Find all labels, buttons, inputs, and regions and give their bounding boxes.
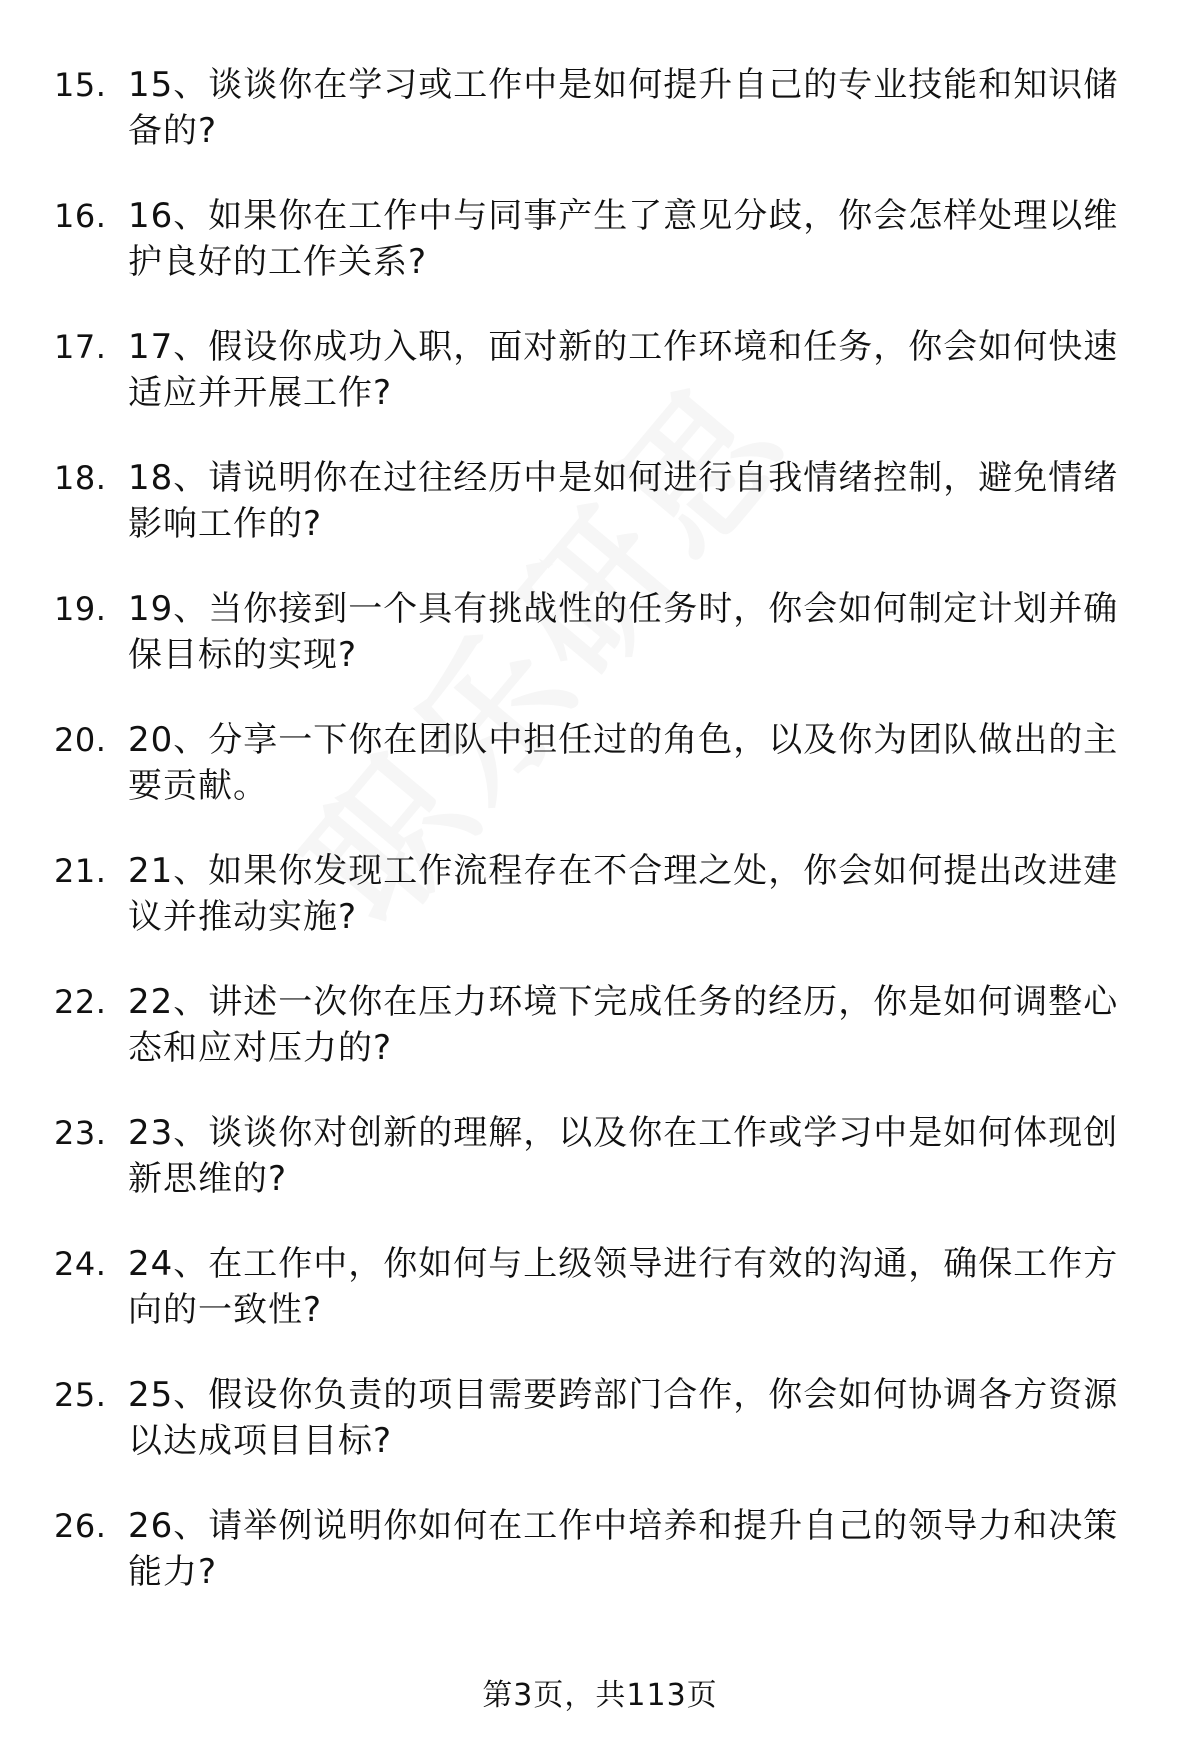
question-text: 24、在工作中，你如何与上级领导进行有效的沟通，确保工作方向的一致性? bbox=[128, 1244, 1119, 1330]
list-item bbox=[0, 324, 1200, 455]
question-number: 18. bbox=[54, 459, 107, 497]
question-number: 21. bbox=[54, 852, 107, 890]
list-item bbox=[0, 586, 1200, 717]
question-text: 15、谈谈你在学习或工作中是如何提升自己的专业技能和知识储备的? bbox=[128, 65, 1119, 151]
question-text: 25、假设你负责的项目需要跨部门合作，你会如何协调各方资源以达成项目目标? bbox=[128, 1375, 1119, 1461]
question-number: 20. bbox=[54, 721, 107, 759]
page-footer: 第3页，共113页 bbox=[482, 1678, 718, 1713]
question-number: 26. bbox=[54, 1507, 107, 1545]
list-item bbox=[0, 1372, 1200, 1503]
question-list bbox=[0, 62, 1200, 1634]
list-item bbox=[0, 848, 1200, 979]
question-text: 19、当你接到一个具有挑战性的任务时，你会如何制定计划并确保目标的实现? bbox=[128, 589, 1119, 675]
question-text: 21、如果你发现工作流程存在不合理之处，你会如何提出改进建议并推动实施? bbox=[128, 851, 1119, 937]
list-item bbox=[0, 455, 1200, 586]
question-number: 23. bbox=[54, 1114, 107, 1152]
question-text: 17、假设你成功入职，面对新的工作环境和任务，你会如何快速适应并开展工作? bbox=[128, 327, 1119, 413]
question-text: 26、请举例说明你如何在工作中培养和提升自己的领导力和决策能力? bbox=[128, 1506, 1119, 1592]
question-text: 16、如果你在工作中与同事产生了意见分歧，你会怎样处理以维护良好的工作关系? bbox=[128, 196, 1119, 282]
question-text: 20、分享一下你在团队中担任过的角色，以及你为团队做出的主要贡献。 bbox=[128, 720, 1119, 806]
question-text: 18、请说明你在过往经历中是如何进行自我情绪控制，避免情绪影响工作的? bbox=[128, 458, 1119, 544]
list-item bbox=[0, 1110, 1200, 1241]
list-item bbox=[0, 193, 1200, 324]
question-number: 17. bbox=[54, 328, 107, 366]
list-item bbox=[0, 1503, 1200, 1634]
question-text: 23、谈谈你对创新的理解，以及你在工作或学习中是如何体现创新思维的? bbox=[128, 1113, 1119, 1199]
question-number: 16. bbox=[54, 197, 107, 235]
question-number: 19. bbox=[54, 590, 107, 628]
question-text: 22、讲述一次你在压力环境下完成任务的经历，你是如何调整心态和应对压力的? bbox=[128, 982, 1119, 1068]
question-number: 25. bbox=[54, 1376, 107, 1414]
question-number: 22. bbox=[54, 983, 107, 1021]
list-item bbox=[0, 717, 1200, 848]
list-item bbox=[0, 979, 1200, 1110]
list-item bbox=[0, 1241, 1200, 1372]
list-item bbox=[0, 62, 1200, 193]
question-number: 24. bbox=[54, 1245, 107, 1283]
question-number: 15. bbox=[54, 66, 107, 104]
